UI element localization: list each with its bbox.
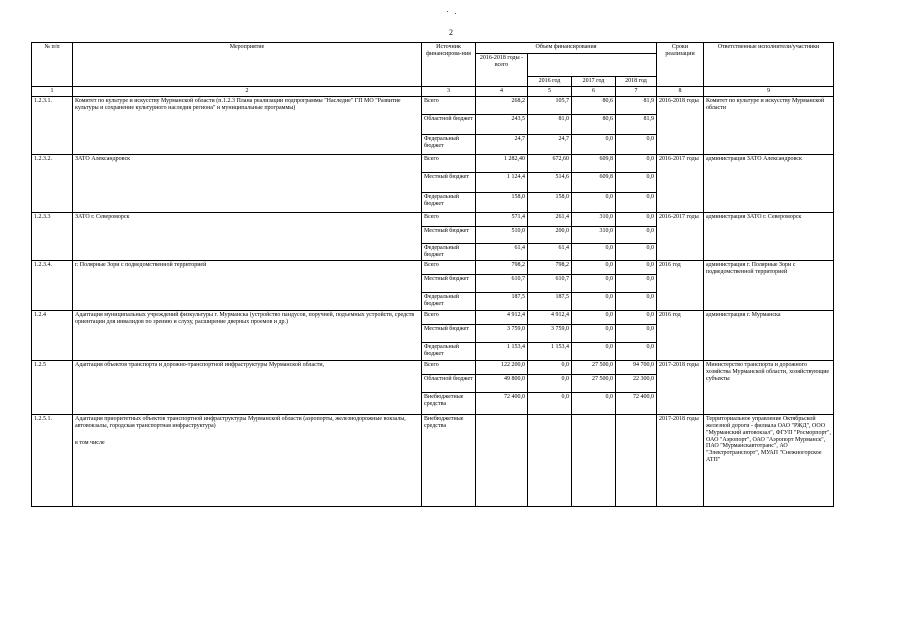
amount-2018: 0,0 (616, 192, 657, 212)
amount-total: 1 282,40 (476, 154, 528, 172)
funding-source: Всего (422, 260, 476, 274)
funding-source: Местный бюджет (422, 274, 476, 292)
column-number-row (32, 86, 834, 96)
amount-2017: 0,0 (572, 392, 616, 414)
amount-total: 24,7 (476, 134, 528, 154)
amount-total: 571,4 (476, 212, 528, 226)
amount-2018: 0,0 (616, 274, 657, 292)
amount-2016: 0,0 (528, 392, 572, 414)
row-measure: г. Полярные Зори с подведомственной территорией (73, 260, 422, 310)
funding-source: Всего (422, 96, 476, 114)
column-number: 1 (32, 86, 73, 96)
row-measure: ЗАТО Александровск (73, 154, 422, 212)
amount-total: 4 912,4 (476, 310, 528, 324)
scan-speck (447, 11, 448, 12)
amount-2016: 158,0 (528, 192, 572, 212)
row-terms: 2016 год (657, 260, 704, 310)
header-volume: Объем финансирования (476, 43, 657, 54)
header-years-gap (528, 54, 657, 77)
amount-2018: 0,0 (616, 172, 657, 192)
amount-2017: 0,0 (572, 243, 616, 260)
amount-2018: 0,0 (616, 324, 657, 342)
funding-source: Всего (422, 310, 476, 324)
funding-source: Федеральный бюджет (422, 243, 476, 260)
row-measure: Адаптация муниципальных учреждений физкультуры г. Мурманска (устройство пандусов, поручней, подъемных устройств, средств ориентации для инвалидов по зрению и слуху, расширение дверных проемов и др.) (73, 310, 422, 360)
amount-total: 243,5 (476, 114, 528, 134)
row-number: 1.2.5 (32, 360, 73, 414)
header-terms: Сроки реализации (657, 43, 704, 87)
funding-source: Местный бюджет (422, 172, 476, 192)
amount-total: 1 124,4 (476, 172, 528, 192)
amount-2018: 0,0 (616, 154, 657, 172)
amount-2016: 514,6 (528, 172, 572, 192)
row-number: 1.2.3.3 (32, 212, 73, 260)
row-responsible: администрация ЗАТО Александровск (704, 154, 834, 212)
header-source: Источник финансирова-ния (422, 43, 476, 87)
amount-2018: 0,0 (616, 292, 657, 310)
amount-2017: 0,0 (572, 292, 616, 310)
table-row (32, 154, 834, 172)
amount-2016: 4 912,4 (528, 310, 572, 324)
amount-2016: 0,0 (528, 360, 572, 374)
row-number: 1.2.5.1. (32, 414, 73, 506)
amount-2017: 27 500,0 (572, 374, 616, 392)
table-row (32, 96, 834, 114)
amount-total: 610,7 (476, 274, 528, 292)
amount-2018 (616, 414, 657, 506)
row-responsible: администрация г. Полярные Зори с подведомственной территорией (704, 260, 834, 310)
amount-2016: 105,7 (528, 96, 572, 114)
funding-source: Внебюджетные средства (422, 414, 476, 506)
amount-2016: 610,7 (528, 274, 572, 292)
funding-source: Федеральный бюджет (422, 192, 476, 212)
funding-source: Всего (422, 154, 476, 172)
row-number: 1.2.3.2. (32, 154, 73, 212)
amount-2018: 0,0 (616, 134, 657, 154)
in-that-number-note: в том числе (75, 440, 105, 446)
row-terms: 2017-2018 годы (657, 360, 704, 414)
financing-table (31, 42, 834, 507)
amount-total: 798,2 (476, 260, 528, 274)
header-row (32, 43, 834, 54)
row-measure: Комитет по культуре и искусству Мурманской области (п.1.2.3 Плана реализации подпрограммы "Наследие" ГП МО "Развитие культуры и сохранение культурного наследия региона" и муниципальные программы) (73, 96, 422, 154)
column-number: 9 (704, 86, 834, 96)
funding-source: Внебюджетные средства (422, 392, 476, 414)
amount-total: 1 153,4 (476, 342, 528, 360)
amount-2016: 0,0 (528, 374, 572, 392)
funding-source: Местный бюджет (422, 226, 476, 243)
amount-2017: 80,6 (572, 114, 616, 134)
amount-2018: 0,0 (616, 212, 657, 226)
amount-total: 158,0 (476, 192, 528, 212)
row-measure: Адаптация объектов транспорта и дорожно-транспортной инфраструктуры Мурманской области, (73, 360, 422, 414)
amount-2018: 94 700,0 (616, 360, 657, 374)
page-number: 2 (449, 28, 453, 37)
amount-2016: 3 759,0 (528, 324, 572, 342)
column-number: 3 (422, 86, 476, 96)
amount-total (476, 414, 528, 506)
amount-2016: 798,2 (528, 260, 572, 274)
amount-2017: 609,8 (572, 154, 616, 172)
amount-2016: 24,7 (528, 134, 572, 154)
column-number: 8 (657, 86, 704, 96)
table-row (32, 212, 834, 226)
scan-speck (455, 13, 456, 14)
table-row (32, 360, 834, 374)
amount-2018: 81,9 (616, 114, 657, 134)
table-row (32, 310, 834, 324)
amount-2017: 609,8 (572, 172, 616, 192)
amount-2018: 0,0 (616, 310, 657, 324)
funding-source: Местный бюджет (422, 324, 476, 342)
funding-source: Областной бюджет (422, 374, 476, 392)
funding-source: Федеральный бюджет (422, 134, 476, 154)
amount-2017: 80,6 (572, 96, 616, 114)
amount-2018: 0,0 (616, 243, 657, 260)
row-responsible: Комитет по культуре и искусству Мурманской области (704, 96, 834, 154)
amount-total: 122 200,0 (476, 360, 528, 374)
amount-2016: 261,4 (528, 212, 572, 226)
amount-total: 49 800,0 (476, 374, 528, 392)
amount-2017: 310,0 (572, 226, 616, 243)
amount-2018: 0,0 (616, 260, 657, 274)
header-total: 2016-2018 годы - всего (476, 54, 528, 87)
row-terms: 2016-2018 годы (657, 96, 704, 154)
amount-2018: 22 300,0 (616, 374, 657, 392)
amount-total: 268,2 (476, 96, 528, 114)
column-number: 5 (528, 86, 572, 96)
table-row (32, 414, 834, 506)
funding-source: Всего (422, 212, 476, 226)
row-terms: 2016-2017 годы (657, 212, 704, 260)
amount-2016 (528, 414, 572, 506)
header-2016: 2016 год (528, 77, 572, 87)
row-responsible: администрация ЗАТО г. Североморск (704, 212, 834, 260)
amount-2018: 72 400,0 (616, 392, 657, 414)
amount-total: 510,0 (476, 226, 528, 243)
amount-2017: 310,0 (572, 212, 616, 226)
amount-2017: 0,0 (572, 192, 616, 212)
amount-2017: 0,0 (572, 134, 616, 154)
amount-2016: 200,0 (528, 226, 572, 243)
amount-total: 3 759,0 (476, 324, 528, 342)
row-terms: 2016 год (657, 310, 704, 360)
row-measure: Адаптация приоритетных объектов транспортной инфраструктуры Мурманской области (аэропорты, железнодорожные вокзалы, автовокзалы, городская транспортная инфраструктура) (73, 414, 422, 506)
amount-2017: 0,0 (572, 274, 616, 292)
amount-2017: 0,0 (572, 342, 616, 360)
amount-2016: 81,0 (528, 114, 572, 134)
row-terms: 2017-2018 годы (657, 414, 704, 506)
row-number: 1.2.4 (32, 310, 73, 360)
amount-2016: 1 153,4 (528, 342, 572, 360)
amount-2016: 61,4 (528, 243, 572, 260)
amount-2016: 187,5 (528, 292, 572, 310)
header-responsible: Ответственные исполнители/участники (704, 43, 834, 87)
amount-2018: 0,0 (616, 342, 657, 360)
table-row (32, 260, 834, 274)
row-responsible: Министерство транспорта и дорожного хозяйства Мурманской области, хозяйствующие субъекты (704, 360, 834, 414)
funding-source: Всего (422, 360, 476, 374)
row-number: 1.2.3.4. (32, 260, 73, 310)
header-2018: 2018 год (616, 77, 657, 87)
row-responsible: администрация г. Мурманска (704, 310, 834, 360)
amount-2017 (572, 414, 616, 506)
column-number: 2 (73, 86, 422, 96)
header-measure: Мероприятие (73, 43, 422, 87)
amount-total: 61,4 (476, 243, 528, 260)
amount-2017: 0,0 (572, 260, 616, 274)
column-number: 4 (476, 86, 528, 96)
funding-source: Федеральный бюджет (422, 292, 476, 310)
amount-2017: 27 500,0 (572, 360, 616, 374)
amount-2018: 0,0 (616, 226, 657, 243)
row-responsible: Территориальное управление Октябрьской железной дороги - филиала ОАО "РЖД", ООО "Мурманский автовокзал", ФГУП "Росморпорт", ОАО "Аэропорт", ОАО "Аэропорт Мурманск", ПАО "Мурманскавтотранс", АО "Электротранспорт", МУАП "Снежногорское АТП" (704, 414, 834, 506)
column-number: 7 (616, 86, 657, 96)
amount-2018: 81,9 (616, 96, 657, 114)
row-number: 1.2.3.1. (32, 96, 73, 154)
amount-total: 72 400,0 (476, 392, 528, 414)
header-2017: 2017 год (572, 77, 616, 87)
amount-2017: 0,0 (572, 310, 616, 324)
funding-source: Федеральный бюджет (422, 342, 476, 360)
amount-2017: 0,0 (572, 324, 616, 342)
funding-source: Областной бюджет (422, 114, 476, 134)
header-num: № п/п (32, 43, 73, 87)
row-measure: ЗАТО г. Североморск (73, 212, 422, 260)
column-number: 6 (572, 86, 616, 96)
row-terms: 2016-2017 годы (657, 154, 704, 212)
amount-2016: 672,60 (528, 154, 572, 172)
amount-total: 187,5 (476, 292, 528, 310)
